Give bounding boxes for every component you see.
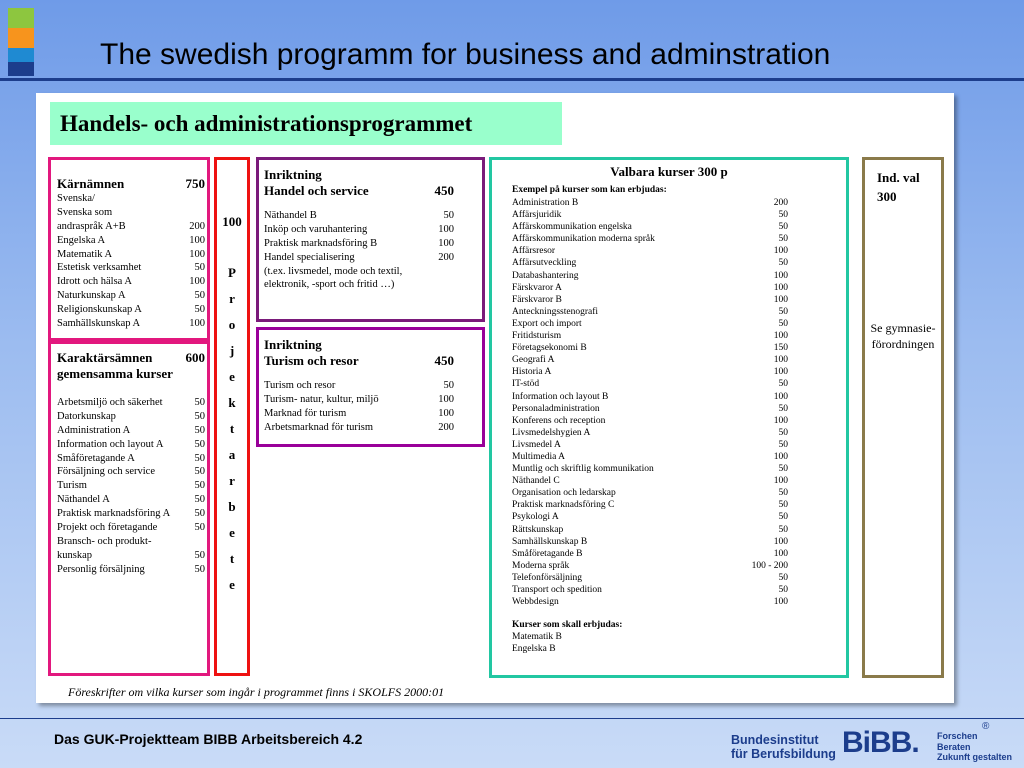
course-name: Moderna språk [512, 560, 570, 571]
course-row [512, 257, 788, 269]
karnamnen-box [48, 157, 210, 341]
course-name: Administration B [512, 198, 579, 208]
course-points: 150 [773, 343, 788, 354]
course-name: Historia A [512, 367, 552, 378]
course-row [264, 265, 454, 279]
projekt-letter: k [228, 395, 236, 410]
course-points: 100 [773, 415, 788, 426]
course-row [57, 410, 205, 424]
course-name: Arbetsmarknad för turism [264, 421, 374, 433]
accent-square-orange [8, 28, 34, 48]
course-points: 50 [778, 500, 788, 511]
course-name: Psykologi A [512, 512, 559, 523]
projekt-letter: t [229, 421, 235, 436]
course-points: 100 [773, 367, 788, 378]
course-name: Naturkunskap A [57, 290, 126, 302]
karnamnen-preline: Svenska som [57, 206, 113, 218]
course-points: 50 [778, 488, 788, 499]
valbara-box [489, 157, 849, 678]
course-row [512, 366, 788, 378]
course-points: 50 [194, 522, 205, 534]
course-name: Anteckningsstenografi [512, 306, 599, 317]
course-name: Turism- natur, kultur, miljö [264, 393, 379, 405]
slogan-line: Beraten [937, 741, 971, 752]
handel-items [264, 209, 454, 292]
turism-header [264, 353, 454, 379]
karaktar-items [57, 396, 205, 577]
course-name: Arbetsmiljö och säkerhet [57, 397, 163, 408]
valbara-content [512, 184, 788, 655]
course-points: 100 [189, 276, 205, 288]
course-points: 50 [778, 210, 788, 221]
course-row [57, 549, 205, 563]
course-name: Färskvaror A [512, 282, 562, 293]
handel-box [256, 157, 485, 322]
course-row [512, 245, 788, 257]
course-points: 50 [778, 403, 788, 414]
projekt-letter: j [229, 343, 235, 358]
course-points: 50 [194, 466, 205, 478]
projekt-letter: r [229, 291, 235, 306]
course-row [57, 234, 205, 248]
course-points: 50 [194, 290, 205, 302]
course-name: Webbdesign [512, 597, 559, 608]
course-points: 50 [778, 464, 788, 475]
course-points: 100 [773, 294, 788, 305]
course-name: Transport och spedition [512, 585, 602, 595]
bibb-slogan [937, 731, 1012, 763]
course-name: Personaladministration [512, 403, 600, 414]
course-points: 50 [194, 480, 205, 492]
course-points: 50 [194, 452, 205, 464]
course-points: 50 [778, 512, 788, 523]
course-row [57, 465, 205, 479]
course-row [512, 342, 788, 354]
course-points: 50 [194, 563, 205, 575]
course-points: 50 [778, 524, 788, 535]
karnamnen-items [57, 220, 205, 331]
course-name: Administration A [57, 424, 131, 436]
projekt-letters [217, 260, 247, 598]
course-row [57, 317, 205, 331]
course-row [264, 421, 454, 435]
turism-content [264, 337, 454, 435]
institute-name [731, 733, 836, 761]
course-name: Telefonförsäljning [512, 572, 583, 583]
course-points: 100 [773, 355, 788, 366]
course-points: 100 [773, 246, 788, 257]
course-name: Småföretagande B [512, 548, 583, 559]
course-row [57, 424, 205, 438]
course-name: Handel specialisering [264, 251, 355, 263]
course-points: 100 [773, 270, 788, 281]
indval-points: 300 [877, 189, 897, 204]
projekt-letter: r [229, 473, 235, 488]
projekt-letter: P [228, 265, 236, 280]
course-row [57, 248, 205, 262]
course-name: (t.ex. livsmedel, mode och textil, [264, 265, 403, 277]
course-name: Fritidsturism [512, 331, 562, 342]
course-name: Information och layout A [57, 438, 164, 450]
course-row [512, 270, 788, 282]
institute-line: Bundesinstitut [731, 733, 819, 747]
course-name: Konferens och reception [512, 415, 606, 426]
course-row [512, 548, 788, 560]
course-name: Samhällskunskap B [512, 536, 588, 547]
projekt-letter: e [229, 525, 235, 540]
course-row [512, 354, 788, 366]
course-name: Databashantering [512, 270, 579, 281]
karnamnen-preline: Svenska/ [57, 193, 95, 204]
projekt-letter: b [228, 499, 236, 514]
course-points: 100 [773, 548, 788, 559]
projekt-value: 100 [222, 214, 242, 229]
course-points: 100 - 200 [751, 560, 788, 571]
karaktar-content [57, 350, 205, 577]
course-points: 50 [194, 262, 205, 274]
footer-divider [0, 718, 1024, 719]
course-points: 50 [194, 397, 205, 408]
course-row [512, 209, 788, 221]
valbara-must-title: Kurser som skall erbjudas: [512, 620, 623, 631]
course-points: 50 [443, 210, 454, 221]
course-name: Affärskommunikation engelska [512, 222, 632, 233]
course-points: 50 [778, 318, 788, 329]
course-points: 100 [438, 223, 454, 235]
course-row [264, 237, 454, 251]
karaktar-header [57, 350, 205, 366]
karnamnen-title: Kärnämnen [57, 176, 125, 191]
course-row [264, 407, 454, 421]
course-name: Datorkunskap [57, 410, 116, 422]
course-points: 50 [778, 572, 788, 583]
course-points: 100 [189, 318, 205, 330]
course-points: 100 [773, 476, 788, 487]
handel-inriktning: Inriktning [264, 167, 322, 182]
footnote: Föreskrifter om vilka kurser som ingår i programmet finns i SKOLFS 2000:01 [68, 685, 445, 699]
handel-title: Handel och service [264, 183, 369, 198]
course-name: Personlig försäljning [57, 563, 145, 575]
course-name: Projekt och företagande [57, 522, 158, 534]
course-name: Företagsekonomi B [512, 343, 587, 354]
course-row [57, 438, 205, 452]
bibb-logo: BiBB. [842, 726, 919, 759]
indval-header [877, 168, 920, 206]
course-name: Näthandel A [57, 494, 110, 506]
course-points: 50 [778, 234, 788, 245]
turism-total: 450 [434, 353, 454, 368]
handel-content [264, 167, 454, 292]
course-row [57, 289, 205, 303]
projekt-letter: t [229, 551, 235, 566]
course-name: elektronik, -sport och fritid …) [264, 279, 395, 291]
course-name: Färskvaror B [512, 294, 562, 305]
required-course: Engelska B [512, 644, 556, 655]
course-row [512, 451, 788, 463]
course-points: 50 [778, 222, 788, 233]
indval-title: Ind. val [877, 170, 920, 185]
course-row [57, 303, 205, 317]
course-name: Livsmedelshygien A [512, 427, 591, 438]
course-name: Turism [57, 480, 87, 492]
course-name: IT-stöd [512, 379, 540, 390]
projekt-letter: a [228, 447, 236, 462]
course-row [57, 275, 205, 289]
course-name: Muntlig och skriftlig kommunikation [512, 464, 654, 475]
program-heading: Handels- och administrationsprogrammet [50, 102, 562, 145]
karaktar-subtitle: gemensamma kurser [57, 366, 173, 381]
course-name: Engelska A [57, 234, 106, 246]
course-name: Inköp och varuhantering [264, 223, 368, 235]
required-course: Matematik B [512, 632, 562, 643]
course-name: Turism och resor [264, 380, 336, 391]
course-row [512, 524, 788, 536]
course-points: 50 [194, 508, 205, 520]
course-name: Multimedia A [512, 451, 566, 462]
course-points: 50 [194, 410, 205, 422]
projekt-letter: e [229, 369, 235, 384]
course-points: 50 [778, 585, 788, 595]
institute-line: für Berufsbildung [731, 747, 836, 761]
accent-square-navy [8, 62, 34, 76]
course-row [512, 536, 788, 548]
course-points: 50 [194, 304, 205, 316]
course-points: 100 [773, 331, 788, 342]
course-name: Idrott och hälsa A [57, 276, 132, 288]
course-name: Export och import [512, 318, 582, 329]
course-row [264, 251, 454, 265]
course-row [264, 223, 454, 237]
valbara-items [512, 197, 788, 608]
course-name: Bransch- och produkt- [57, 535, 152, 547]
course-points: 100 [438, 393, 454, 405]
course-points: 50 [443, 380, 454, 391]
course-row [512, 403, 788, 415]
turism-items [264, 379, 454, 435]
course-name: Samhällskunskap A [57, 318, 141, 330]
course-points: 50 [778, 427, 788, 438]
course-row [512, 463, 788, 475]
course-row [512, 511, 788, 523]
course-row [57, 507, 205, 521]
course-name: Geografi A [512, 355, 555, 366]
course-name: Marknad för turism [264, 407, 347, 419]
course-points: 100 [773, 282, 788, 293]
indval-box [862, 157, 944, 678]
course-points: 50 [778, 306, 788, 317]
course-points: 50 [194, 494, 205, 506]
course-row [57, 220, 205, 234]
course-row [512, 318, 788, 330]
accent-square-green [8, 8, 34, 28]
course-name: Estetisk verksamhet [57, 262, 142, 274]
indval-note-line: Se gymnasie- [870, 321, 936, 335]
course-name: Livsmedel A [512, 439, 561, 450]
course-name: Praktisk marknadsföring B [264, 237, 378, 249]
document-panel [36, 93, 954, 703]
course-row [512, 330, 788, 342]
valbara-subtitle: Exempel på kurser som kan erbjudas: [512, 185, 667, 195]
course-row [264, 278, 454, 292]
course-points: 200 [773, 198, 788, 208]
course-row [512, 233, 788, 245]
course-name: kunskap [57, 549, 92, 561]
karnamnen-content [57, 176, 205, 331]
course-points: 200 [438, 421, 454, 433]
course-name: Information och layout B [512, 391, 609, 402]
karnamnen-total: 750 [185, 176, 205, 191]
course-name: Affärsjuridik [512, 210, 562, 221]
karaktar-total: 600 [185, 350, 205, 365]
course-points: 100 [773, 391, 788, 402]
course-row [264, 379, 454, 393]
footer-text: Das GUK-Projektteam BIBB Arbeitsbereich 4.2 [54, 731, 363, 747]
indval-note-line: förordningen [871, 337, 935, 351]
course-row [512, 282, 788, 294]
course-name: Praktisk marknadsföring A [57, 508, 171, 520]
course-row [512, 439, 788, 451]
course-row [512, 499, 788, 511]
course-row [512, 221, 788, 233]
course-row [57, 563, 205, 577]
course-points: 50 [194, 438, 205, 450]
turism-inriktning: Inriktning [264, 337, 322, 352]
course-row [57, 396, 205, 410]
course-row [512, 475, 788, 487]
course-row [512, 572, 788, 584]
projekt-letter: e [229, 577, 235, 592]
karnamnen-header [57, 176, 205, 192]
turism-title: Turism och resor [264, 353, 359, 368]
course-row [512, 306, 788, 318]
course-name: Näthandel C [512, 476, 560, 487]
course-row [264, 209, 454, 223]
course-row [57, 521, 205, 535]
karaktar-title: Karaktärsämnen [57, 350, 153, 365]
handel-header [264, 183, 454, 209]
course-row [57, 479, 205, 493]
karaktar-box [48, 341, 210, 676]
slogan-line: Zukunft gestalten [937, 752, 1013, 762]
course-name: Näthandel B [264, 210, 317, 221]
course-name: Religionskunskap A [57, 304, 142, 316]
course-row [512, 378, 788, 390]
course-points: 100 [773, 451, 788, 462]
slogan-line: Forschen [937, 731, 978, 741]
course-row [512, 391, 788, 403]
valbara-must-items [512, 631, 788, 655]
course-name: Försäljning och service [57, 466, 155, 478]
course-row [512, 560, 788, 572]
course-name: Praktisk marknadsföring C [512, 500, 615, 511]
course-points: 100 [438, 237, 454, 249]
course-points: 50 [194, 424, 205, 436]
course-points: 50 [778, 379, 788, 390]
course-row [512, 415, 788, 427]
course-row [264, 393, 454, 407]
course-row [512, 427, 788, 439]
projekt-letter: o [228, 317, 236, 332]
course-name: Rättskunskap [512, 524, 564, 535]
course-name: Småföretagande A [57, 452, 135, 464]
course-points: 100 [189, 234, 205, 246]
course-row [57, 535, 205, 549]
course-row [512, 294, 788, 306]
course-row [57, 493, 205, 507]
projektarbete-box [214, 157, 250, 676]
course-points: 200 [189, 220, 205, 232]
course-row [512, 197, 788, 209]
course-points: 100 [438, 407, 454, 419]
course-name: Organisation och ledarskap [512, 488, 616, 499]
slide-title: The swedish programm for business and adminstration [100, 38, 831, 71]
course-row [57, 452, 205, 466]
turism-box [256, 327, 485, 447]
course-name: andraspråk A+B [57, 220, 126, 232]
handel-total: 450 [434, 183, 454, 198]
course-name: Affärsresor [512, 246, 556, 257]
course-row [57, 261, 205, 275]
course-points: 200 [438, 251, 454, 263]
registered-mark: ® [982, 721, 990, 732]
course-points: 50 [778, 258, 788, 269]
course-points: 100 [189, 248, 205, 260]
course-points: 50 [194, 549, 205, 561]
valbara-title: Valbara kurser 300 p [610, 164, 728, 179]
course-points: 100 [773, 536, 788, 547]
course-name: Matematik A [57, 248, 113, 260]
course-row [512, 584, 788, 596]
course-name: Affärskommunikation moderna språk [512, 234, 655, 245]
course-row [512, 596, 788, 608]
course-name: Affärsutveckling [512, 258, 577, 269]
indval-note [865, 320, 941, 352]
course-points: 100 [773, 597, 788, 608]
course-row [512, 487, 788, 499]
course-points: 50 [778, 439, 788, 450]
title-divider [0, 78, 1024, 81]
